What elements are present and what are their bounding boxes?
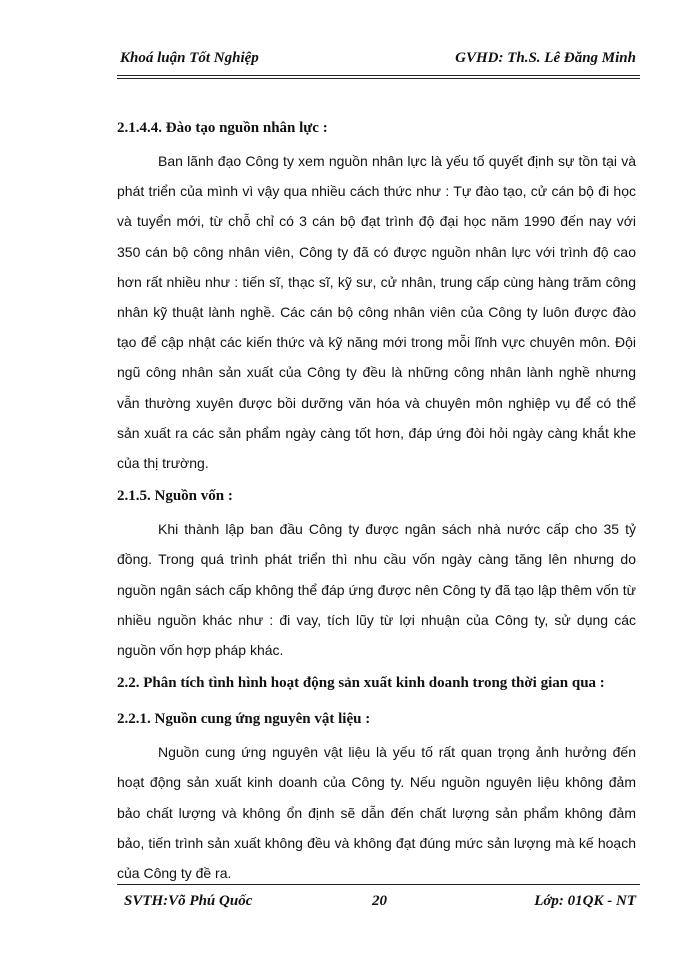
header-double-rule	[117, 75, 640, 79]
paragraph-capital: Khi thành lập ban đầu Công ty được ngân sách nhà nước cấp cho 35 tỷ đồng. Trong quá trình phát triển thì nhu cầu vốn ngày càng tăng lên nhưng do nguồn ngân sách cấp không thể đáp ứng được nên Công ty đã tạo lập thêm vốn từ nhiều nguồn khác như : đi vay, tích lũy từ lợi nhuận của Công ty, sử dụng các nguồn vốn hợp pháp khác.	[117, 521, 636, 659]
footer-student: SVTH:Võ Phú Quốc	[124, 893, 253, 909]
header-thesis-title: Khoá luận Tốt Nghiệp	[120, 50, 259, 66]
heading-training: 2.1.4.4. Đào tạo nguồn nhân lực :	[117, 120, 328, 136]
footer-class: Lớp: 01QK - NT	[534, 893, 636, 909]
page-number: 20	[372, 893, 387, 909]
header-advisor: GVHD: Th.S. Lê Đăng Minh	[455, 50, 636, 66]
heading-capital: 2.1.5. Nguồn vốn :	[117, 488, 233, 505]
footer-rule	[117, 884, 640, 885]
page-header	[120, 50, 636, 67]
paragraph-training: Ban lãnh đạo Công ty xem nguồn nhân lực là yếu tố quyết định sự tồn tại và phát triển của mình vì vậy qua nhiều cách thức như : Tự đào tạo, cử cán bộ đi học và tuyển mới, từ chỗ chỉ có 3 cán bộ đạt trình độ đại học năm 1990 đến nay với 350 cán bộ công nhân viên, Công ty đã có được nguồn nhân lực với trình độ cao hơn rất nhiều như : tiến sĩ, thạc sĩ, kỹ sư, cử nhân, trung cấp cùng hàng trăm công nhân kỹ thuật lành nghề. Các cán bộ công nhân viên của Công ty luôn được đào tạo để cập nhật các kiến thức và kỹ năng mới trong mỗi lĩnh vực chuyên môn. Đội ngũ công nhân sản xuất của Công ty đều là những công nhân lành nghề nhưng vẫn thường xuyên được bồi dưỡng văn hóa và chuyên môn nghiệp vụ để có thể sản xuất ra các sản phẩm ngày càng tốt hơn, đáp ứng đòi hỏi ngày càng khắt khe của thị trường.	[117, 153, 636, 472]
heading-business-analysis: 2.2. Phân tích tình hình hoạt động sản xuất kinh doanh trong thời gian qua :	[117, 675, 605, 692]
heading-material-supply: 2.2.1. Nguồn cung ứng nguyên vật liệu :	[117, 711, 371, 728]
document-body	[117, 110, 636, 888]
paragraph-material-supply: Nguồn cung ứng nguyên vật liệu là yếu tố rất quan trọng ảnh hưởng đến hoạt động sản xuất kinh doanh của Công ty. Nếu nguồn nguyên liệu không đảm bảo chất lượng và không ổn định sẽ dẫn đến chất lượng sản phẩm không đảm bảo, tiến trình sản xuất không đều và không đạt đúng mức sản lượng mà kế hoạch của Công ty đề ra.	[117, 744, 636, 882]
